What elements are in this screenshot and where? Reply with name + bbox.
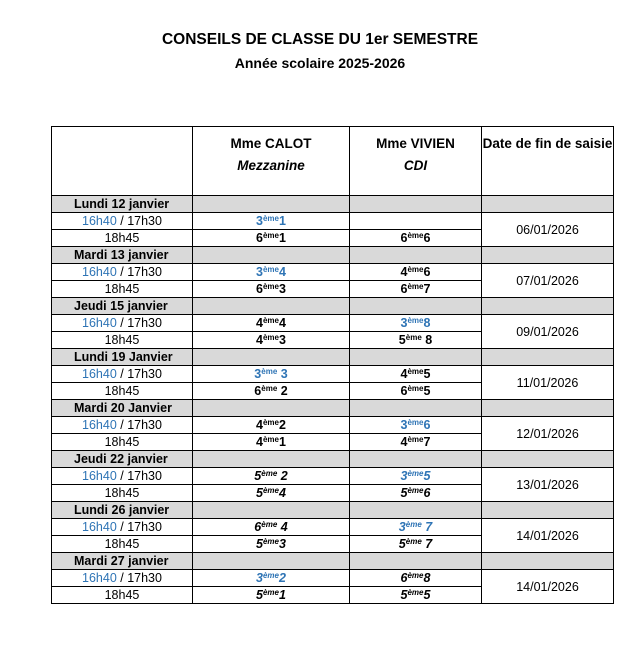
- class-grade-suffix: ème: [261, 520, 278, 529]
- class-grade: 5: [400, 588, 408, 602]
- class-cell-vivien: [350, 213, 482, 230]
- slot-row: [52, 570, 614, 587]
- slot-row: [52, 315, 614, 332]
- class-label: [254, 469, 287, 483]
- slot-row: [52, 264, 614, 281]
- day-row-filler: [193, 298, 350, 315]
- class-cell-calot: [193, 383, 350, 400]
- class-cell-vivien: [350, 281, 482, 298]
- class-label: [401, 469, 431, 483]
- class-grade: 5: [400, 486, 408, 500]
- header-vivien: [350, 127, 482, 196]
- class-number: 2: [279, 418, 286, 432]
- class-grade: 5: [398, 537, 406, 551]
- class-label: [254, 384, 287, 398]
- day-label: Lundi 12 janvier: [52, 196, 193, 213]
- slot-time: [52, 366, 193, 383]
- class-grade: 4: [400, 435, 408, 449]
- class-number: 5: [423, 367, 431, 381]
- slot-time: [52, 485, 193, 502]
- schedule-body: [52, 196, 614, 604]
- slot-time-end: 18h45: [104, 537, 140, 551]
- class-number: 5: [423, 384, 431, 398]
- class-label: [256, 537, 286, 551]
- day-row: [52, 400, 614, 417]
- class-grade: 5: [256, 588, 263, 602]
- class-label: [399, 520, 432, 534]
- class-grade-suffix: ème: [262, 316, 279, 325]
- class-grade-suffix: ème: [407, 571, 424, 580]
- class-grade-suffix: ème: [405, 537, 422, 546]
- slot-row: [52, 519, 614, 536]
- class-label: [401, 486, 431, 500]
- slot-time-end: 18h45: [104, 588, 140, 602]
- class-label: [401, 435, 431, 449]
- class-label: [401, 418, 431, 432]
- header-calot-name: Mme CALOT: [230, 136, 312, 151]
- day-row-filler: [193, 349, 350, 366]
- deadline-date: 09/01/2026: [482, 315, 614, 349]
- class-grade-suffix: ème: [261, 367, 278, 376]
- class-cell-calot: [193, 570, 350, 587]
- class-label: [256, 333, 286, 347]
- day-row-filler: [350, 502, 482, 519]
- class-grade: 5: [256, 537, 263, 551]
- day-label: Mardi 27 janvier: [52, 553, 193, 570]
- class-grade-suffix: ème: [407, 384, 424, 393]
- class-cell-vivien: [350, 332, 482, 349]
- class-cell-calot: [193, 281, 350, 298]
- slot-time-end: / 17h30: [116, 214, 162, 228]
- class-label: [401, 367, 431, 381]
- slot-time-start: 16h40: [82, 316, 117, 330]
- class-grade: 6: [400, 282, 408, 296]
- class-grade: 6: [400, 384, 408, 398]
- slot-time-end: / 17h30: [116, 316, 162, 330]
- slot-time-end: / 17h30: [116, 469, 162, 483]
- header-vivien-room: CDI: [403, 158, 428, 173]
- class-grade-suffix: ème: [262, 214, 279, 223]
- slot-time-end: 18h45: [104, 231, 140, 245]
- class-number: 2: [277, 384, 288, 398]
- class-cell-vivien: [350, 315, 482, 332]
- class-cell-calot: [193, 264, 350, 281]
- slot-time: [52, 383, 193, 400]
- class-grade-suffix: ème: [405, 333, 422, 342]
- slot-row: [52, 213, 614, 230]
- class-grade-suffix: ème: [262, 231, 279, 240]
- class-grade-suffix: ème: [407, 486, 424, 495]
- class-number: 3: [279, 333, 286, 347]
- class-number: 8: [421, 333, 433, 347]
- class-label: [256, 588, 286, 602]
- class-cell-vivien: [350, 383, 482, 400]
- class-grade: 5: [256, 486, 263, 500]
- day-row-filler: [350, 553, 482, 570]
- class-label: [254, 520, 287, 534]
- slot-time-end: 18h45: [104, 435, 140, 449]
- slot-time: [52, 230, 193, 247]
- class-number: 6: [423, 231, 431, 245]
- class-grade: 3: [254, 367, 262, 381]
- class-number: 5: [423, 469, 431, 483]
- class-grade-suffix: ème: [262, 435, 279, 444]
- slot-time: [52, 281, 193, 298]
- class-cell-vivien: [350, 366, 482, 383]
- class-cell-calot: [193, 468, 350, 485]
- day-label: Lundi 19 Janvier: [52, 349, 193, 366]
- class-grade: 4: [256, 333, 263, 347]
- slot-time-end: / 17h30: [116, 367, 162, 381]
- day-row-filler: [350, 349, 482, 366]
- class-number: 7: [423, 435, 431, 449]
- class-number: 8: [423, 571, 431, 585]
- deadline-date: 06/01/2026: [482, 213, 614, 247]
- class-cell-calot: [193, 536, 350, 553]
- schedule-table: [51, 126, 614, 604]
- class-grade: 6: [254, 520, 262, 534]
- class-cell-calot: [193, 213, 350, 230]
- class-number: 3: [279, 282, 286, 296]
- class-cell-vivien: [350, 587, 482, 604]
- slot-time-start: 16h40: [82, 367, 117, 381]
- class-label: [401, 265, 431, 279]
- class-grade: 4: [400, 367, 408, 381]
- day-row: [52, 502, 614, 519]
- day-row: [52, 298, 614, 315]
- slot-row: [52, 468, 614, 485]
- class-grade-suffix: ème: [262, 486, 279, 495]
- class-label: [399, 333, 432, 347]
- slot-time-end: 18h45: [104, 333, 140, 347]
- slot-time-end: 18h45: [104, 486, 140, 500]
- class-grade: 3: [400, 469, 408, 483]
- day-row-filler: [193, 502, 350, 519]
- day-row: [52, 451, 614, 468]
- class-number: 6: [423, 486, 431, 500]
- class-cell-calot: [193, 366, 350, 383]
- slot-row: [52, 417, 614, 434]
- class-grade-suffix: ème: [407, 282, 424, 291]
- class-number: 1: [279, 214, 286, 228]
- class-grade-suffix: ème: [262, 418, 279, 427]
- slot-time: [52, 587, 193, 604]
- day-row-filler: [350, 400, 482, 417]
- class-label: [256, 231, 286, 245]
- day-label: Mardi 13 janvier: [52, 247, 193, 264]
- class-number: 1: [279, 588, 286, 602]
- slot-time: [52, 332, 193, 349]
- class-cell-vivien: [350, 417, 482, 434]
- class-grade: 3: [400, 316, 408, 330]
- day-row-filler: [482, 451, 614, 468]
- deadline-date: 14/01/2026: [482, 519, 614, 553]
- class-cell-calot: [193, 519, 350, 536]
- class-number: 4: [277, 520, 288, 534]
- slot-time-start: 16h40: [82, 469, 117, 483]
- class-label: [401, 588, 431, 602]
- class-label: [256, 282, 286, 296]
- class-number: 3: [277, 367, 288, 381]
- class-number: 4: [279, 265, 286, 279]
- class-label: [256, 418, 286, 432]
- slot-time-end: / 17h30: [116, 418, 162, 432]
- class-grade: 3: [256, 214, 263, 228]
- class-cell-vivien: [350, 264, 482, 281]
- day-row-filler: [350, 451, 482, 468]
- day-label: Jeudi 15 janvier: [52, 298, 193, 315]
- table-header-row: [52, 127, 614, 196]
- day-row-filler: [482, 502, 614, 519]
- class-number: 2: [279, 571, 286, 585]
- class-number: 2: [277, 469, 288, 483]
- slot-row: [52, 366, 614, 383]
- class-grade-suffix: ème: [407, 231, 424, 240]
- class-label: [256, 571, 286, 585]
- class-label: [401, 282, 431, 296]
- slot-time: [52, 570, 193, 587]
- class-label: [256, 316, 286, 330]
- class-grade: 6: [256, 231, 263, 245]
- slot-time-end: / 17h30: [116, 520, 162, 534]
- class-number: 4: [279, 316, 286, 330]
- page-title: CONSEILS DE CLASSE DU 1er SEMESTRE: [161, 31, 479, 48]
- header-deadline: [482, 127, 614, 196]
- day-row-filler: [193, 553, 350, 570]
- page-subtitle: Année scolaire 2025-2026: [234, 55, 406, 71]
- day-row-filler: [482, 349, 614, 366]
- class-cell-vivien: [350, 536, 482, 553]
- day-row-filler: [482, 298, 614, 315]
- day-label: Mardi 20 Janvier: [52, 400, 193, 417]
- class-grade-suffix: ème: [261, 469, 278, 478]
- day-row: [52, 247, 614, 264]
- class-grade: 5: [398, 333, 406, 347]
- header-deadline-label: Date de fin de saisie: [482, 136, 613, 151]
- class-grade: 5: [254, 469, 262, 483]
- slot-time: [52, 519, 193, 536]
- class-grade-suffix: ème: [262, 571, 279, 580]
- class-cell-vivien: [350, 485, 482, 502]
- day-row: [52, 553, 614, 570]
- slot-time-end: / 17h30: [116, 571, 162, 585]
- class-grade-suffix: ème: [407, 367, 424, 376]
- class-grade-suffix: ème: [407, 435, 424, 444]
- class-number: 1: [279, 231, 286, 245]
- deadline-date: 12/01/2026: [482, 417, 614, 451]
- class-cell-calot: [193, 332, 350, 349]
- class-number: 6: [423, 265, 431, 279]
- class-grade-suffix: ème: [261, 384, 278, 393]
- slot-time: [52, 264, 193, 281]
- class-label: [401, 316, 431, 330]
- class-label: [256, 435, 286, 449]
- day-row-filler: [193, 247, 350, 264]
- day-row-filler: [350, 196, 482, 213]
- day-row-filler: [482, 247, 614, 264]
- slot-time: [52, 468, 193, 485]
- header-vivien-name: Mme VIVIEN: [376, 136, 455, 151]
- class-grade-suffix: ème: [262, 588, 279, 597]
- day-label: Jeudi 22 janvier: [52, 451, 193, 468]
- day-label: Lundi 26 janvier: [52, 502, 193, 519]
- deadline-date: 14/01/2026: [482, 570, 614, 604]
- slot-time-start: 16h40: [82, 418, 117, 432]
- class-grade: 3: [256, 571, 263, 585]
- day-row-filler: [193, 196, 350, 213]
- day-row-filler: [350, 247, 482, 264]
- class-cell-calot: [193, 230, 350, 247]
- class-grade-suffix: ème: [407, 418, 424, 427]
- class-cell-vivien: [350, 519, 482, 536]
- slot-time-end: 18h45: [104, 384, 140, 398]
- day-row-filler: [482, 400, 614, 417]
- deadline-date: 07/01/2026: [482, 264, 614, 298]
- class-number: 7: [423, 282, 431, 296]
- slot-time-start: 16h40: [82, 571, 117, 585]
- day-row-filler: [482, 196, 614, 213]
- class-cell-vivien: [350, 230, 482, 247]
- class-number: 6: [423, 418, 431, 432]
- class-grade: 6: [256, 282, 263, 296]
- slot-time-end: / 17h30: [116, 265, 162, 279]
- class-grade: 4: [256, 435, 263, 449]
- class-grade-suffix: ème: [407, 265, 424, 274]
- class-label: [256, 486, 286, 500]
- day-row-filler: [193, 400, 350, 417]
- slot-time-start: 16h40: [82, 265, 117, 279]
- class-grade: 3: [398, 520, 406, 534]
- header-empty-cell: [52, 127, 193, 196]
- class-grade-suffix: ème: [407, 316, 424, 325]
- class-grade: 6: [400, 231, 408, 245]
- slot-time: [52, 536, 193, 553]
- class-label: [399, 537, 432, 551]
- class-cell-vivien: [350, 468, 482, 485]
- class-number: 8: [423, 316, 431, 330]
- class-number: 1: [279, 435, 286, 449]
- class-label: [401, 384, 431, 398]
- class-cell-vivien: [350, 570, 482, 587]
- day-row: [52, 196, 614, 213]
- header-calot: [193, 127, 350, 196]
- class-grade: 4: [256, 316, 263, 330]
- class-number: 5: [423, 588, 431, 602]
- class-cell-calot: [193, 587, 350, 604]
- slot-time-end: 18h45: [104, 282, 140, 296]
- class-grade-suffix: ème: [262, 333, 279, 342]
- class-cell-vivien: [350, 434, 482, 451]
- class-cell-calot: [193, 315, 350, 332]
- class-grade-suffix: ème: [262, 537, 279, 546]
- slot-time: [52, 213, 193, 230]
- class-label: [401, 571, 431, 585]
- class-grade-suffix: ème: [407, 469, 424, 478]
- class-label: [256, 265, 286, 279]
- class-number: 4: [279, 486, 286, 500]
- slot-time: [52, 434, 193, 451]
- class-cell-calot: [193, 485, 350, 502]
- class-cell-calot: [193, 434, 350, 451]
- class-grade: 6: [254, 384, 262, 398]
- day-row-filler: [482, 553, 614, 570]
- class-label: [256, 214, 286, 228]
- slot-time: [52, 315, 193, 332]
- slot-time-start: 16h40: [82, 520, 117, 534]
- class-number: 7: [421, 520, 433, 534]
- class-grade: 3: [400, 418, 408, 432]
- deadline-date: 11/01/2026: [482, 366, 614, 400]
- class-label: [401, 231, 431, 245]
- class-cell-calot: [193, 417, 350, 434]
- header-calot-room: Mezzanine: [237, 158, 305, 173]
- day-row: [52, 349, 614, 366]
- slot-time-start: 16h40: [82, 214, 117, 228]
- slot-time: [52, 417, 193, 434]
- class-label: [254, 367, 287, 381]
- class-number: 7: [421, 537, 433, 551]
- class-grade-suffix: ème: [407, 588, 424, 597]
- day-row-filler: [193, 451, 350, 468]
- class-grade: 4: [400, 265, 408, 279]
- day-row-filler: [350, 298, 482, 315]
- class-grade-suffix: ème: [262, 282, 279, 291]
- class-grade: 3: [256, 265, 263, 279]
- class-grade: 6: [400, 571, 408, 585]
- class-number: 3: [279, 537, 286, 551]
- class-grade-suffix: ème: [405, 520, 422, 529]
- deadline-date: 13/01/2026: [482, 468, 614, 502]
- class-grade: 4: [256, 418, 263, 432]
- class-grade-suffix: ème: [262, 265, 279, 274]
